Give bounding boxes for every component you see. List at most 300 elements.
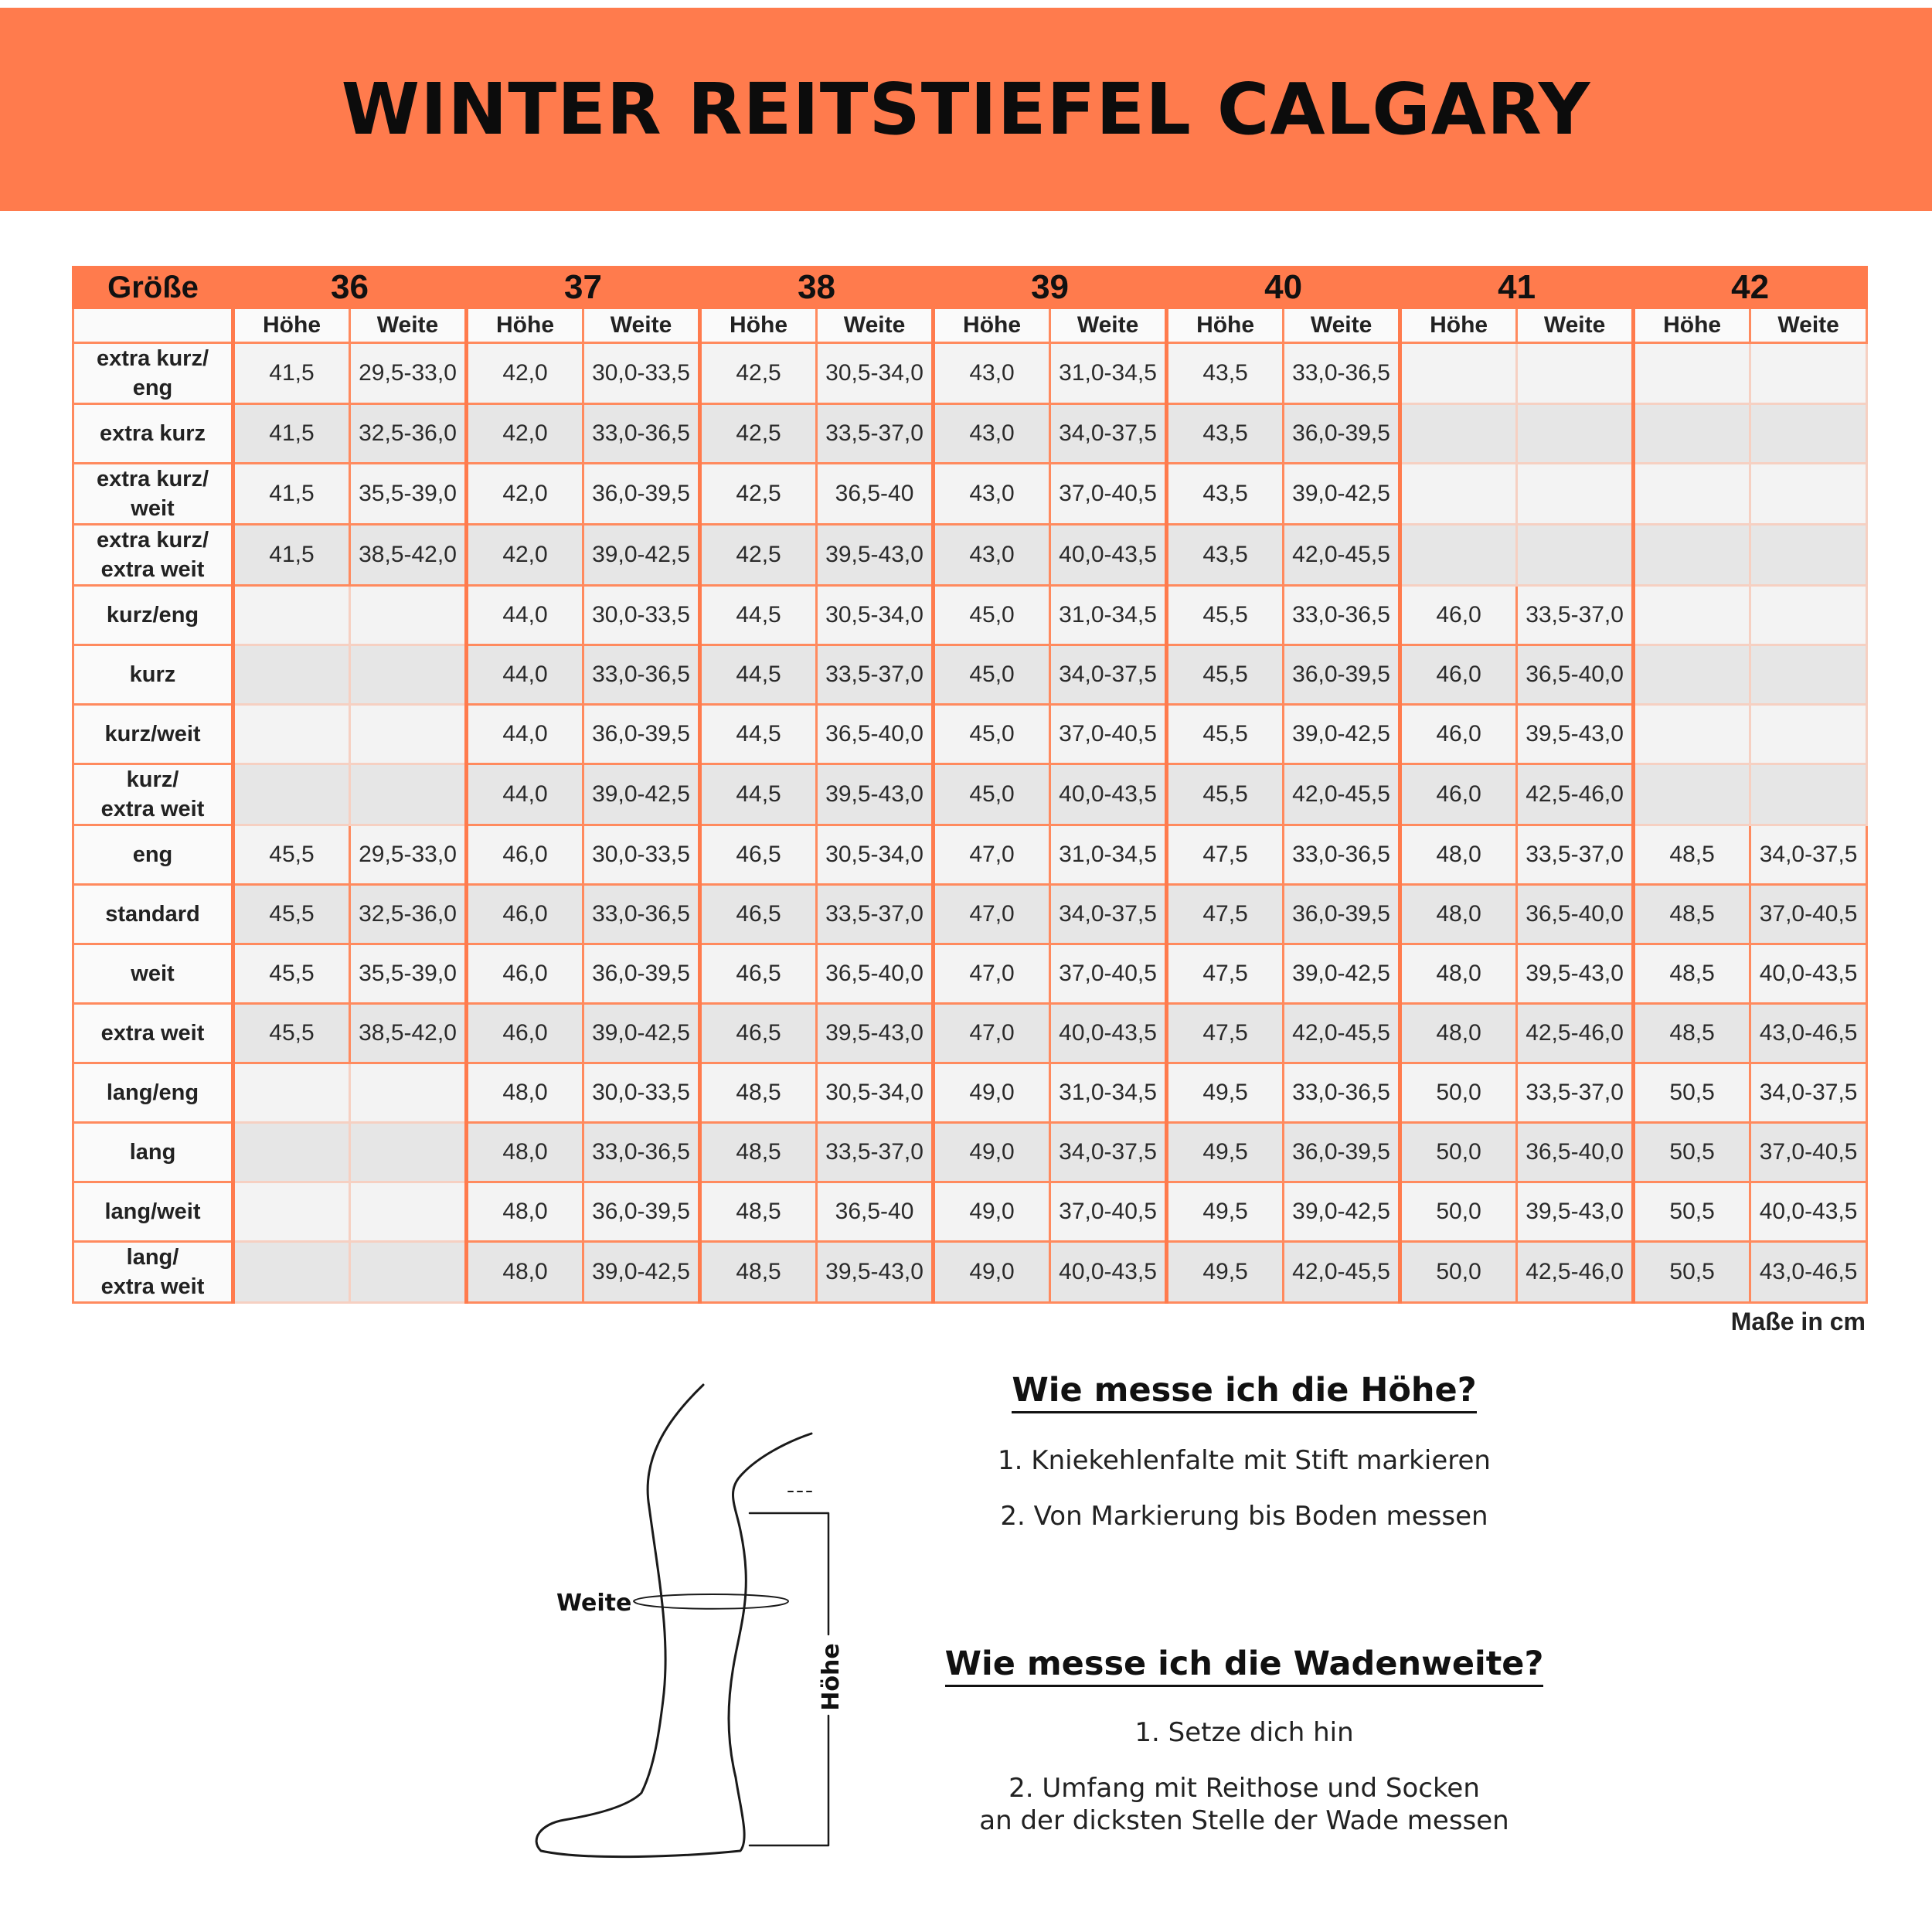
calf-circumference-line	[634, 1594, 788, 1609]
width-cell: 30,0-33,5	[583, 1063, 700, 1123]
height-cell: 48,0	[1400, 1004, 1517, 1063]
height-cell	[233, 705, 350, 764]
width-subheader: Weite	[1517, 308, 1634, 343]
width-cell: 36,5-40,0	[1517, 885, 1634, 944]
height-cell: 48,5	[1634, 825, 1750, 885]
height-cell: 41,5	[233, 525, 350, 586]
height-cell	[1634, 705, 1750, 764]
height-cell: 47,5	[1167, 1004, 1284, 1063]
width-cell: 33,5-37,0	[1517, 1063, 1634, 1123]
width-subheader: Weite	[817, 308, 934, 343]
title-banner	[0, 8, 1932, 211]
width-cell: 34,0-37,5	[1750, 1063, 1867, 1123]
height-cell	[1634, 525, 1750, 586]
height-cell: 44,0	[467, 705, 583, 764]
height-cell: 44,5	[700, 705, 817, 764]
height-cell: 42,0	[467, 343, 583, 404]
height-cell: 45,0	[934, 586, 1050, 645]
table-row	[73, 645, 1867, 705]
width-cell: 33,0-36,5	[583, 885, 700, 944]
calf-guide-step-2-continued: an der dicksten Stelle der Wade messen	[979, 1805, 1509, 1836]
width-cell: 30,5-34,0	[817, 343, 934, 404]
height-cell: 45,0	[934, 764, 1050, 825]
height-cell: 45,5	[1167, 705, 1284, 764]
size-header-36: 36	[233, 267, 467, 308]
width-cell: 33,0-36,5	[1284, 586, 1400, 645]
height-cell: 46,0	[467, 825, 583, 885]
height-cell: 45,0	[934, 705, 1050, 764]
row-label: kurz/eng	[73, 586, 233, 645]
height-cell	[233, 764, 350, 825]
boot-diagram	[495, 1376, 927, 1870]
height-cell: 48,5	[700, 1242, 817, 1303]
height-cell: 42,5	[700, 464, 817, 525]
height-cell: 47,0	[934, 825, 1050, 885]
height-cell: 45,5	[233, 825, 350, 885]
height-cell: 46,0	[467, 885, 583, 944]
page-title: WINTER REITSTIEFEL CALGARY	[341, 68, 1591, 151]
height-cell	[1634, 645, 1750, 705]
height-cell: 49,0	[934, 1182, 1050, 1242]
height-cell	[233, 1242, 350, 1303]
width-cell: 42,5-46,0	[1517, 1004, 1634, 1063]
height-cell: 50,5	[1634, 1182, 1750, 1242]
row-label: lang	[73, 1123, 233, 1182]
height-cell	[1634, 764, 1750, 825]
width-cell	[350, 1063, 467, 1123]
height-cell: 43,5	[1167, 464, 1284, 525]
height-cell	[1634, 343, 1750, 404]
width-cell: 36,0-39,5	[583, 944, 700, 1004]
row-label: kurz/weit	[73, 705, 233, 764]
height-cell: 47,0	[934, 885, 1050, 944]
height-cell: 43,0	[934, 404, 1050, 464]
width-cell: 33,5-37,0	[817, 645, 934, 705]
width-cell: 43,0-46,5	[1750, 1004, 1867, 1063]
height-cell: 47,5	[1167, 825, 1284, 885]
height-cell: 43,0	[934, 343, 1050, 404]
height-cell: 48,5	[1634, 1004, 1750, 1063]
width-cell	[1750, 525, 1867, 586]
width-cell	[1517, 404, 1634, 464]
width-cell: 33,0-36,5	[1284, 825, 1400, 885]
height-cell: 44,5	[700, 764, 817, 825]
width-cell	[1517, 343, 1634, 404]
height-cell: 44,0	[467, 586, 583, 645]
width-cell: 32,5-36,0	[350, 404, 467, 464]
width-cell: 38,5-42,0	[350, 1004, 467, 1063]
width-cell: 40,0-43,5	[1050, 764, 1167, 825]
height-cell: 49,0	[934, 1123, 1050, 1182]
width-cell: 34,0-37,5	[1050, 885, 1167, 944]
width-cell: 33,0-36,5	[583, 1123, 700, 1182]
table-row	[73, 944, 1867, 1004]
row-label: extra kurz/ extra weit	[73, 525, 233, 586]
width-subheader: Weite	[583, 308, 700, 343]
width-cell: 39,5-43,0	[1517, 1182, 1634, 1242]
width-cell: 36,5-40,0	[1517, 1123, 1634, 1182]
height-cell: 46,5	[700, 825, 817, 885]
height-subheader: Höhe	[467, 308, 583, 343]
empty-corner-cell	[73, 308, 233, 343]
row-label: extra kurz/ weit	[73, 464, 233, 525]
width-cell: 36,0-39,5	[583, 1182, 700, 1242]
height-subheader: Höhe	[233, 308, 350, 343]
size-header-39: 39	[934, 267, 1167, 308]
width-cell	[350, 764, 467, 825]
row-label: standard	[73, 885, 233, 944]
width-label: Weite	[556, 1590, 632, 1617]
table-row	[73, 1004, 1867, 1063]
width-cell: 33,0-36,5	[1284, 1063, 1400, 1123]
height-cell: 50,5	[1634, 1123, 1750, 1182]
size-header-41: 41	[1400, 267, 1634, 308]
width-cell: 37,0-40,5	[1050, 944, 1167, 1004]
width-cell: 34,0-37,5	[1050, 645, 1167, 705]
height-cell: 46,0	[467, 1004, 583, 1063]
height-cell: 46,0	[1400, 705, 1517, 764]
height-subheader: Höhe	[934, 308, 1050, 343]
height-cell: 47,5	[1167, 885, 1284, 944]
height-cell: 48,5	[700, 1182, 817, 1242]
row-label: kurz	[73, 645, 233, 705]
width-cell: 39,5-43,0	[1517, 705, 1634, 764]
height-guide-heading: Wie messe ich die Höhe?	[1012, 1371, 1476, 1413]
size-corner-label: Größe	[73, 267, 233, 308]
height-cell: 48,0	[467, 1182, 583, 1242]
height-cell: 45,5	[233, 885, 350, 944]
table-row	[73, 825, 1867, 885]
height-cell: 44,0	[467, 645, 583, 705]
width-cell: 36,0-39,5	[1284, 885, 1400, 944]
height-cell: 42,0	[467, 525, 583, 586]
size-header-38: 38	[700, 267, 934, 308]
height-cell: 45,5	[1167, 586, 1284, 645]
units-note: Maße in cm	[1730, 1308, 1866, 1335]
width-cell: 31,0-34,5	[1050, 586, 1167, 645]
width-cell: 34,0-37,5	[1750, 825, 1867, 885]
height-cell: 50,0	[1400, 1063, 1517, 1123]
width-cell: 36,5-40	[817, 464, 934, 525]
height-cell: 46,5	[700, 885, 817, 944]
height-cell: 48,0	[1400, 944, 1517, 1004]
width-cell: 35,5-39,0	[350, 944, 467, 1004]
width-cell: 42,5-46,0	[1517, 1242, 1634, 1303]
height-cell: 42,5	[700, 404, 817, 464]
width-cell: 37,0-40,5	[1050, 705, 1167, 764]
width-cell	[1750, 764, 1867, 825]
height-guide-step-1: 1. Kniekehlenfalte mit Stift markieren	[998, 1445, 1491, 1476]
height-cell: 49,0	[934, 1063, 1050, 1123]
width-cell: 39,5-43,0	[1517, 944, 1634, 1004]
height-cell: 49,5	[1167, 1242, 1284, 1303]
row-label: lang/ extra weit	[73, 1242, 233, 1303]
width-cell	[1750, 645, 1867, 705]
height-cell: 45,5	[233, 1004, 350, 1063]
width-cell: 33,5-37,0	[817, 1123, 934, 1182]
height-cell: 48,0	[467, 1242, 583, 1303]
width-cell: 37,0-40,5	[1050, 464, 1167, 525]
height-cell: 41,5	[233, 343, 350, 404]
width-cell	[1750, 404, 1867, 464]
width-cell: 29,5-33,0	[350, 825, 467, 885]
table-row	[73, 885, 1867, 944]
table-row	[73, 586, 1867, 645]
width-cell: 39,0-42,5	[583, 1004, 700, 1063]
width-subheader: Weite	[1750, 308, 1867, 343]
size-chart-table	[72, 266, 1868, 1304]
width-cell: 30,5-34,0	[817, 825, 934, 885]
width-cell: 37,0-40,5	[1050, 1182, 1167, 1242]
width-cell: 40,0-43,5	[1050, 525, 1167, 586]
height-cell: 48,5	[1634, 885, 1750, 944]
height-cell: 50,0	[1400, 1242, 1517, 1303]
width-cell: 36,5-40,0	[817, 944, 934, 1004]
width-cell: 36,5-40	[817, 1182, 934, 1242]
height-cell: 46,0	[467, 944, 583, 1004]
height-cell: 46,5	[700, 944, 817, 1004]
boot-front-outline	[536, 1385, 811, 1857]
width-cell: 30,5-34,0	[817, 1063, 934, 1123]
width-cell: 36,0-39,5	[583, 705, 700, 764]
width-cell: 29,5-33,0	[350, 343, 467, 404]
height-cell: 43,5	[1167, 343, 1284, 404]
height-cell: 45,5	[233, 944, 350, 1004]
height-guide-step-2: 2. Von Markierung bis Boden messen	[1000, 1501, 1488, 1532]
height-cell: 46,0	[1400, 645, 1517, 705]
row-label: extra kurz/ eng	[73, 343, 233, 404]
width-cell: 42,5-46,0	[1517, 764, 1634, 825]
height-cell: 44,5	[700, 645, 817, 705]
height-bracket-line	[750, 1513, 828, 1845]
height-cell	[1400, 404, 1517, 464]
width-cell: 30,0-33,5	[583, 825, 700, 885]
height-subheader: Höhe	[700, 308, 817, 343]
width-cell: 36,5-40,0	[817, 705, 934, 764]
width-cell	[1517, 464, 1634, 525]
height-label: Höhe	[818, 1643, 845, 1711]
width-cell: 42,0-45,5	[1284, 525, 1400, 586]
width-cell: 36,0-39,5	[1284, 645, 1400, 705]
calf-guide-step-2: 2. Umfang mit Reithose und Socken	[1009, 1773, 1480, 1804]
table-row	[73, 404, 1867, 464]
row-label: lang/weit	[73, 1182, 233, 1242]
width-cell: 42,0-45,5	[1284, 764, 1400, 825]
height-cell: 49,0	[934, 1242, 1050, 1303]
height-cell: 43,0	[934, 464, 1050, 525]
row-label: extra weit	[73, 1004, 233, 1063]
table-row	[73, 1242, 1867, 1303]
row-label: lang/eng	[73, 1063, 233, 1123]
width-cell: 40,0-43,5	[1750, 944, 1867, 1004]
width-cell: 35,5-39,0	[350, 464, 467, 525]
width-cell	[350, 1182, 467, 1242]
height-cell: 42,5	[700, 343, 817, 404]
height-cell: 48,0	[467, 1063, 583, 1123]
table-row	[73, 525, 1867, 586]
height-guide	[927, 1371, 1561, 1532]
width-cell: 43,0-46,5	[1750, 1242, 1867, 1303]
width-cell: 40,0-43,5	[1050, 1004, 1167, 1063]
width-subheader: Weite	[1284, 308, 1400, 343]
width-cell: 33,5-37,0	[1517, 825, 1634, 885]
calf-guide-step-1: 1. Setze dich hin	[1134, 1717, 1354, 1748]
height-cell: 47,0	[934, 1004, 1050, 1063]
height-cell: 46,0	[1400, 764, 1517, 825]
width-cell: 37,0-40,5	[1750, 885, 1867, 944]
width-cell: 31,0-34,5	[1050, 1063, 1167, 1123]
width-cell: 36,0-39,5	[583, 464, 700, 525]
width-cell: 33,5-37,0	[817, 885, 934, 944]
width-cell: 39,0-42,5	[1284, 1182, 1400, 1242]
height-cell: 48,0	[1400, 885, 1517, 944]
width-cell	[350, 645, 467, 705]
size-header-42: 42	[1634, 267, 1867, 308]
calf-guide-heading: Wie messe ich die Wadenweite?	[945, 1645, 1544, 1687]
table-row	[73, 764, 1867, 825]
width-cell: 32,5-36,0	[350, 885, 467, 944]
width-cell: 33,0-36,5	[583, 645, 700, 705]
width-cell: 36,0-39,5	[1284, 404, 1400, 464]
table-row	[73, 1123, 1867, 1182]
height-cell	[1634, 586, 1750, 645]
height-cell: 44,0	[467, 764, 583, 825]
width-cell: 39,0-42,5	[1284, 705, 1400, 764]
height-cell: 49,5	[1167, 1063, 1284, 1123]
height-cell: 42,0	[467, 404, 583, 464]
size-header-37: 37	[467, 267, 700, 308]
table-row	[73, 464, 1867, 525]
width-cell	[350, 705, 467, 764]
height-subheader: Höhe	[1634, 308, 1750, 343]
width-cell: 37,0-40,5	[1750, 1123, 1867, 1182]
width-cell: 39,0-42,5	[1284, 464, 1400, 525]
row-label: extra kurz	[73, 404, 233, 464]
height-cell: 41,5	[233, 404, 350, 464]
height-cell	[233, 1063, 350, 1123]
height-cell: 50,0	[1400, 1123, 1517, 1182]
width-cell: 40,0-43,5	[1750, 1182, 1867, 1242]
height-cell	[1400, 525, 1517, 586]
height-subheader: Höhe	[1400, 308, 1517, 343]
width-cell: 39,5-43,0	[817, 764, 934, 825]
table-row	[73, 1063, 1867, 1123]
height-cell: 41,5	[233, 464, 350, 525]
height-cell	[233, 586, 350, 645]
size-header-row	[73, 267, 1867, 308]
size-header-40: 40	[1167, 267, 1400, 308]
height-cell: 44,5	[700, 586, 817, 645]
height-subheader: Höhe	[1167, 308, 1284, 343]
width-cell	[350, 586, 467, 645]
height-cell: 43,0	[934, 525, 1050, 586]
height-cell	[233, 1123, 350, 1182]
width-cell: 30,0-33,5	[583, 586, 700, 645]
width-cell	[1517, 525, 1634, 586]
height-cell	[1400, 464, 1517, 525]
width-cell: 42,0-45,5	[1284, 1242, 1400, 1303]
width-cell: 34,0-37,5	[1050, 1123, 1167, 1182]
height-cell: 42,5	[700, 525, 817, 586]
height-cell: 45,5	[1167, 764, 1284, 825]
width-cell: 39,0-42,5	[583, 1242, 700, 1303]
height-cell	[1634, 464, 1750, 525]
width-cell	[1750, 464, 1867, 525]
width-cell: 34,0-37,5	[1050, 404, 1167, 464]
height-cell: 48,5	[700, 1063, 817, 1123]
width-cell: 39,0-42,5	[583, 764, 700, 825]
width-cell: 40,0-43,5	[1050, 1242, 1167, 1303]
height-cell: 49,5	[1167, 1182, 1284, 1242]
table-row	[73, 705, 1867, 764]
width-cell: 42,0-45,5	[1284, 1004, 1400, 1063]
size-chart-body	[73, 343, 1867, 1303]
height-cell: 46,5	[700, 1004, 817, 1063]
width-cell: 33,5-37,0	[1517, 586, 1634, 645]
height-cell: 50,5	[1634, 1242, 1750, 1303]
width-subheader: Weite	[1050, 308, 1167, 343]
width-cell: 39,5-43,0	[817, 1004, 934, 1063]
width-cell: 39,5-43,0	[817, 525, 934, 586]
width-cell	[1750, 586, 1867, 645]
height-cell: 47,5	[1167, 944, 1284, 1004]
width-cell: 30,5-34,0	[817, 586, 934, 645]
row-label: eng	[73, 825, 233, 885]
height-cell: 43,5	[1167, 525, 1284, 586]
height-cell	[233, 645, 350, 705]
width-cell	[350, 1242, 467, 1303]
table-row	[73, 1182, 1867, 1242]
height-cell: 43,5	[1167, 404, 1284, 464]
width-cell	[350, 1123, 467, 1182]
height-cell: 48,5	[1634, 944, 1750, 1004]
height-cell	[233, 1182, 350, 1242]
width-cell: 30,0-33,5	[583, 343, 700, 404]
calf-guide	[927, 1645, 1561, 1837]
width-cell: 39,5-43,0	[817, 1242, 934, 1303]
height-cell: 48,0	[1400, 825, 1517, 885]
height-cell: 50,0	[1400, 1182, 1517, 1242]
height-cell: 46,0	[1400, 586, 1517, 645]
height-cell: 45,0	[934, 645, 1050, 705]
width-cell: 31,0-34,5	[1050, 343, 1167, 404]
width-cell: 33,0-36,5	[1284, 343, 1400, 404]
width-subheader: Weite	[350, 308, 467, 343]
height-cell: 47,0	[934, 944, 1050, 1004]
width-cell	[1750, 343, 1867, 404]
width-cell	[1750, 705, 1867, 764]
width-cell: 36,5-40,0	[1517, 645, 1634, 705]
width-cell: 31,0-34,5	[1050, 825, 1167, 885]
height-cell: 50,5	[1634, 1063, 1750, 1123]
height-cell: 42,0	[467, 464, 583, 525]
height-cell: 49,5	[1167, 1123, 1284, 1182]
table-row	[73, 343, 1867, 404]
height-cell: 48,0	[467, 1123, 583, 1182]
height-cell	[1634, 404, 1750, 464]
width-cell: 33,5-37,0	[817, 404, 934, 464]
row-label: kurz/ extra weit	[73, 764, 233, 825]
height-cell	[1400, 343, 1517, 404]
width-cell: 36,0-39,5	[1284, 1123, 1400, 1182]
height-cell: 48,5	[700, 1123, 817, 1182]
height-cell: 45,5	[1167, 645, 1284, 705]
width-cell: 39,0-42,5	[1284, 944, 1400, 1004]
row-label: weit	[73, 944, 233, 1004]
width-cell: 33,0-36,5	[583, 404, 700, 464]
width-cell: 38,5-42,0	[350, 525, 467, 586]
measure-header-row	[73, 308, 1867, 343]
